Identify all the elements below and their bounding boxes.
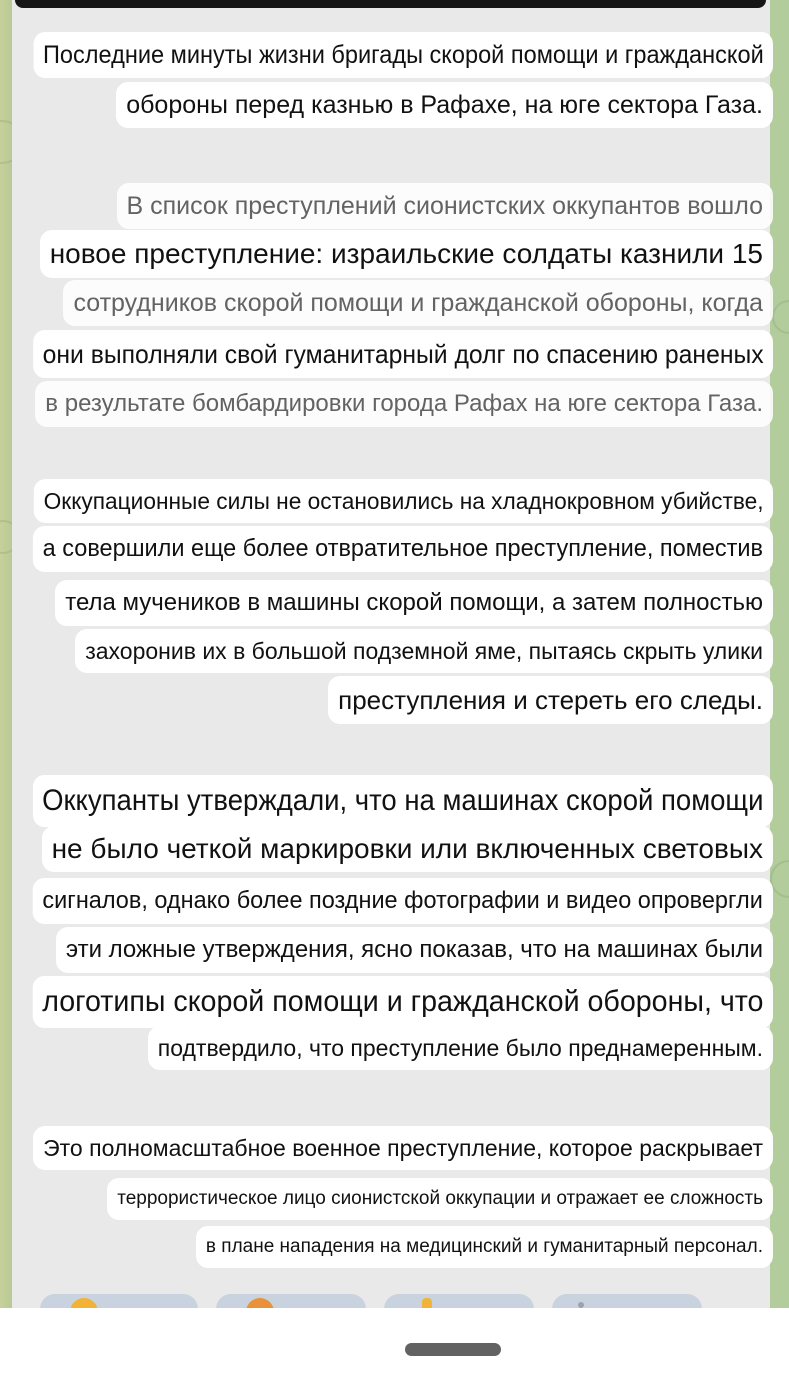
system-navigation-bar (0, 1308, 789, 1397)
message-line[interactable]: не было четкой маркировки или включенных световых (42, 826, 773, 872)
message-line[interactable]: новое преступление: израильские солдаты казнили 15 (40, 230, 773, 278)
message-line[interactable]: сигналов, однако более поздние фотографии и видео опровергли (33, 878, 773, 924)
message-line[interactable]: преступления и стереть его следы. (328, 676, 773, 724)
message-line[interactable]: Последние минуты жизни бригады скорой помощи и гражданской (33, 32, 773, 78)
message-line[interactable]: Оккупационные силы не остановились на хладнокровном убийстве, (33, 479, 773, 523)
message-line[interactable]: в результате бомбардировки города Рафах на юге сектора Газа. (35, 381, 773, 427)
message-line[interactable]: Это полномасштабное военное преступление, которое раскрывает (33, 1126, 773, 1170)
message-line[interactable]: сотрудников скорой помощи и гражданской обороны, когда (63, 280, 773, 326)
home-indicator[interactable] (405, 1343, 501, 1356)
message-line[interactable]: подтвердило, что преступление было преднамеренным. (148, 1026, 773, 1070)
top-bar (15, 0, 766, 8)
message-line[interactable]: в плане нападения на медицинский и гуманитарный персонал. (196, 1226, 773, 1268)
message-line[interactable]: логотипы скорой помощи и гражданской обороны, что (33, 976, 773, 1028)
wallpaper-doodle (772, 300, 789, 334)
message-line[interactable]: В список преступлений сионистских оккупантов вошло (117, 183, 773, 229)
message-line[interactable]: Оккупанты утверждали, что на машинах скорой помощи (33, 775, 773, 827)
message-line[interactable]: эти ложные утверждения, ясно показав, что на машинах были (56, 927, 773, 973)
message-line[interactable]: террористическое лицо сионистской оккупации и отражает ее сложность (107, 1178, 773, 1220)
message-line[interactable]: они выполняли свой гуманитарный долг по спасению раненых (33, 330, 773, 378)
message-line[interactable]: а совершили еще более отвратительное преступление, поместив (33, 526, 773, 572)
message-line[interactable]: обороны перед казнью в Рафахе, на юге сектора Газа. (116, 82, 773, 128)
wallpaper-doodle (770, 860, 789, 898)
message-line[interactable]: захоронив их в большой подземной яме, пытаясь скрыть улики (75, 629, 773, 673)
message-line[interactable]: тела мучеников в машины скорой помощи, а затем полностью (55, 580, 773, 626)
